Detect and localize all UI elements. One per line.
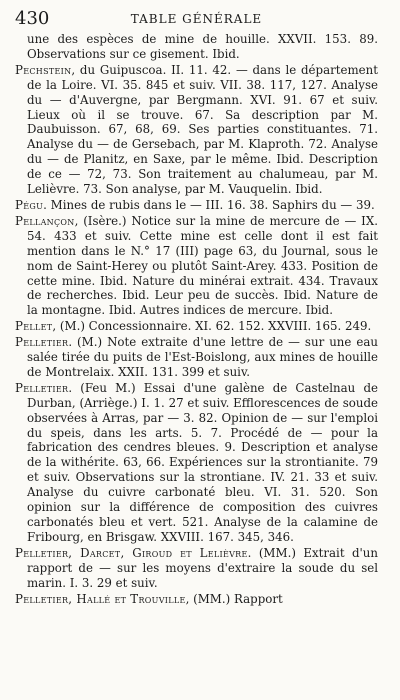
- entry-text: , (M.) Concessionnaire. XI. 62. 152. XXVIII. 165. 249.: [52, 319, 372, 334]
- index-entry: [15, 546, 378, 591]
- index-entry: [15, 198, 378, 213]
- index-entry: [15, 381, 378, 545]
- entry-headword: Pégu: [15, 197, 44, 212]
- index-entry: [15, 214, 378, 318]
- entry-headword: Pelletier, Darcet, Giroud et Lelièvre: [15, 545, 248, 560]
- entry-headword: Pechstein: [15, 62, 72, 77]
- index-entry: [15, 592, 378, 607]
- index-entry-continuation: une des espèces de mine de houille. XXVII. 153. 89. Observations sur ce gisement. Ibid.: [27, 32, 378, 61]
- entry-text: , (MM.) Rapport: [185, 591, 283, 606]
- entry-text: . Mines de rubis dans le — III. 16. 38. Saphirs du — 39.: [43, 197, 375, 212]
- entry-headword: Pelletier: [15, 335, 69, 350]
- entry-text: , du Guipuscoa. II. 11. 42. — dans le département de la Loire. VI. 35. 845 et suiv. VII. 38. 117, 127. Analyse du — d'Auvergne, par Bergmann. XVI. 91. 67 et suiv. Lieux où il se trouve. 67. Sa description par M. Daubuisson. 67, 68, 69. Ses parties constituantes. 71. Analyse du — de Gersebach, par M. Klaproth. 72. Analyse du — de Planitz, en Saxe, par le même. Ibid. Description de ce — 72, 73. Son traitement au chalumeau, par M. Lelièvre. 73. Son analyse, par M. Vauquelin. Ibid.: [27, 62, 378, 197]
- entry-headword: Pellet: [15, 319, 53, 334]
- index-entries: [15, 32, 378, 606]
- running-title: TABLE GÉNÉRALE: [130, 12, 263, 26]
- entry-text: . (Feu M.) Essai d'une galène de Castelnau de Durban, (Arriège.) I. 1. 27 et suiv. Efflorescences de soude observées à Arras, par — 3. 82. Opinion de — sur l'emploi du speis, dans les arts. 5. 7. Procédé de — pour la fabrication des cendres bleues. 9. Description et analyse de la withérite. 63, 66. Expériences sur la strontianite. 79 et suiv. Observations sur la strontiane. IV. 21. 33 et suiv. Analyse du cuivre carbonaté bleu. VI. 31. 520. Son opinion sur la différence de composition des cuivres carbonatés bleu et vert. 521. Analyse de la calamine de Fribourg, en Brisgaw. XXVIII. 167. 345, 346.: [27, 380, 378, 544]
- index-entry: [15, 63, 378, 197]
- index-entry: [15, 335, 378, 380]
- page-number: 430: [15, 8, 50, 29]
- index-entry: [15, 319, 378, 334]
- entry-text: , (Isère.) Notice sur la mine de mercure de — IX. 54. 433 et suiv. Cette mine est celle dont il est fait mention dans le N.° 17 (III) page 63, du Journal, sous le nom de Saint-Herey ou plutôt Saint-Arey. 433. Position de cette mine. Ibid. Nature du minérai extrait. 434. Travaux de recherches. Ibid. Leur peu de succès. Ibid. Nature de la montagne. Ibid. Autres indices de mercure. Ibid.: [27, 213, 378, 318]
- entry-headword: Pelletier: [15, 380, 69, 395]
- entry-text: . (MM.) Extrait d'un rapport de — sur les moyens d'extraire la soude du sel marin. I. 3. 29 et suiv.: [27, 545, 378, 590]
- page-header: [15, 8, 378, 32]
- entry-headword: Pellançon: [15, 213, 75, 228]
- entry-text: . (M.) Note extraite d'une lettre de — sur une eau salée tirée du puits de l'Est-Boislong, aux mines de houille de Montrelaix. XXII. 131. 399 et suiv.: [27, 335, 378, 379]
- entry-headword: Pelletier, Hallé et Trouville: [15, 591, 186, 606]
